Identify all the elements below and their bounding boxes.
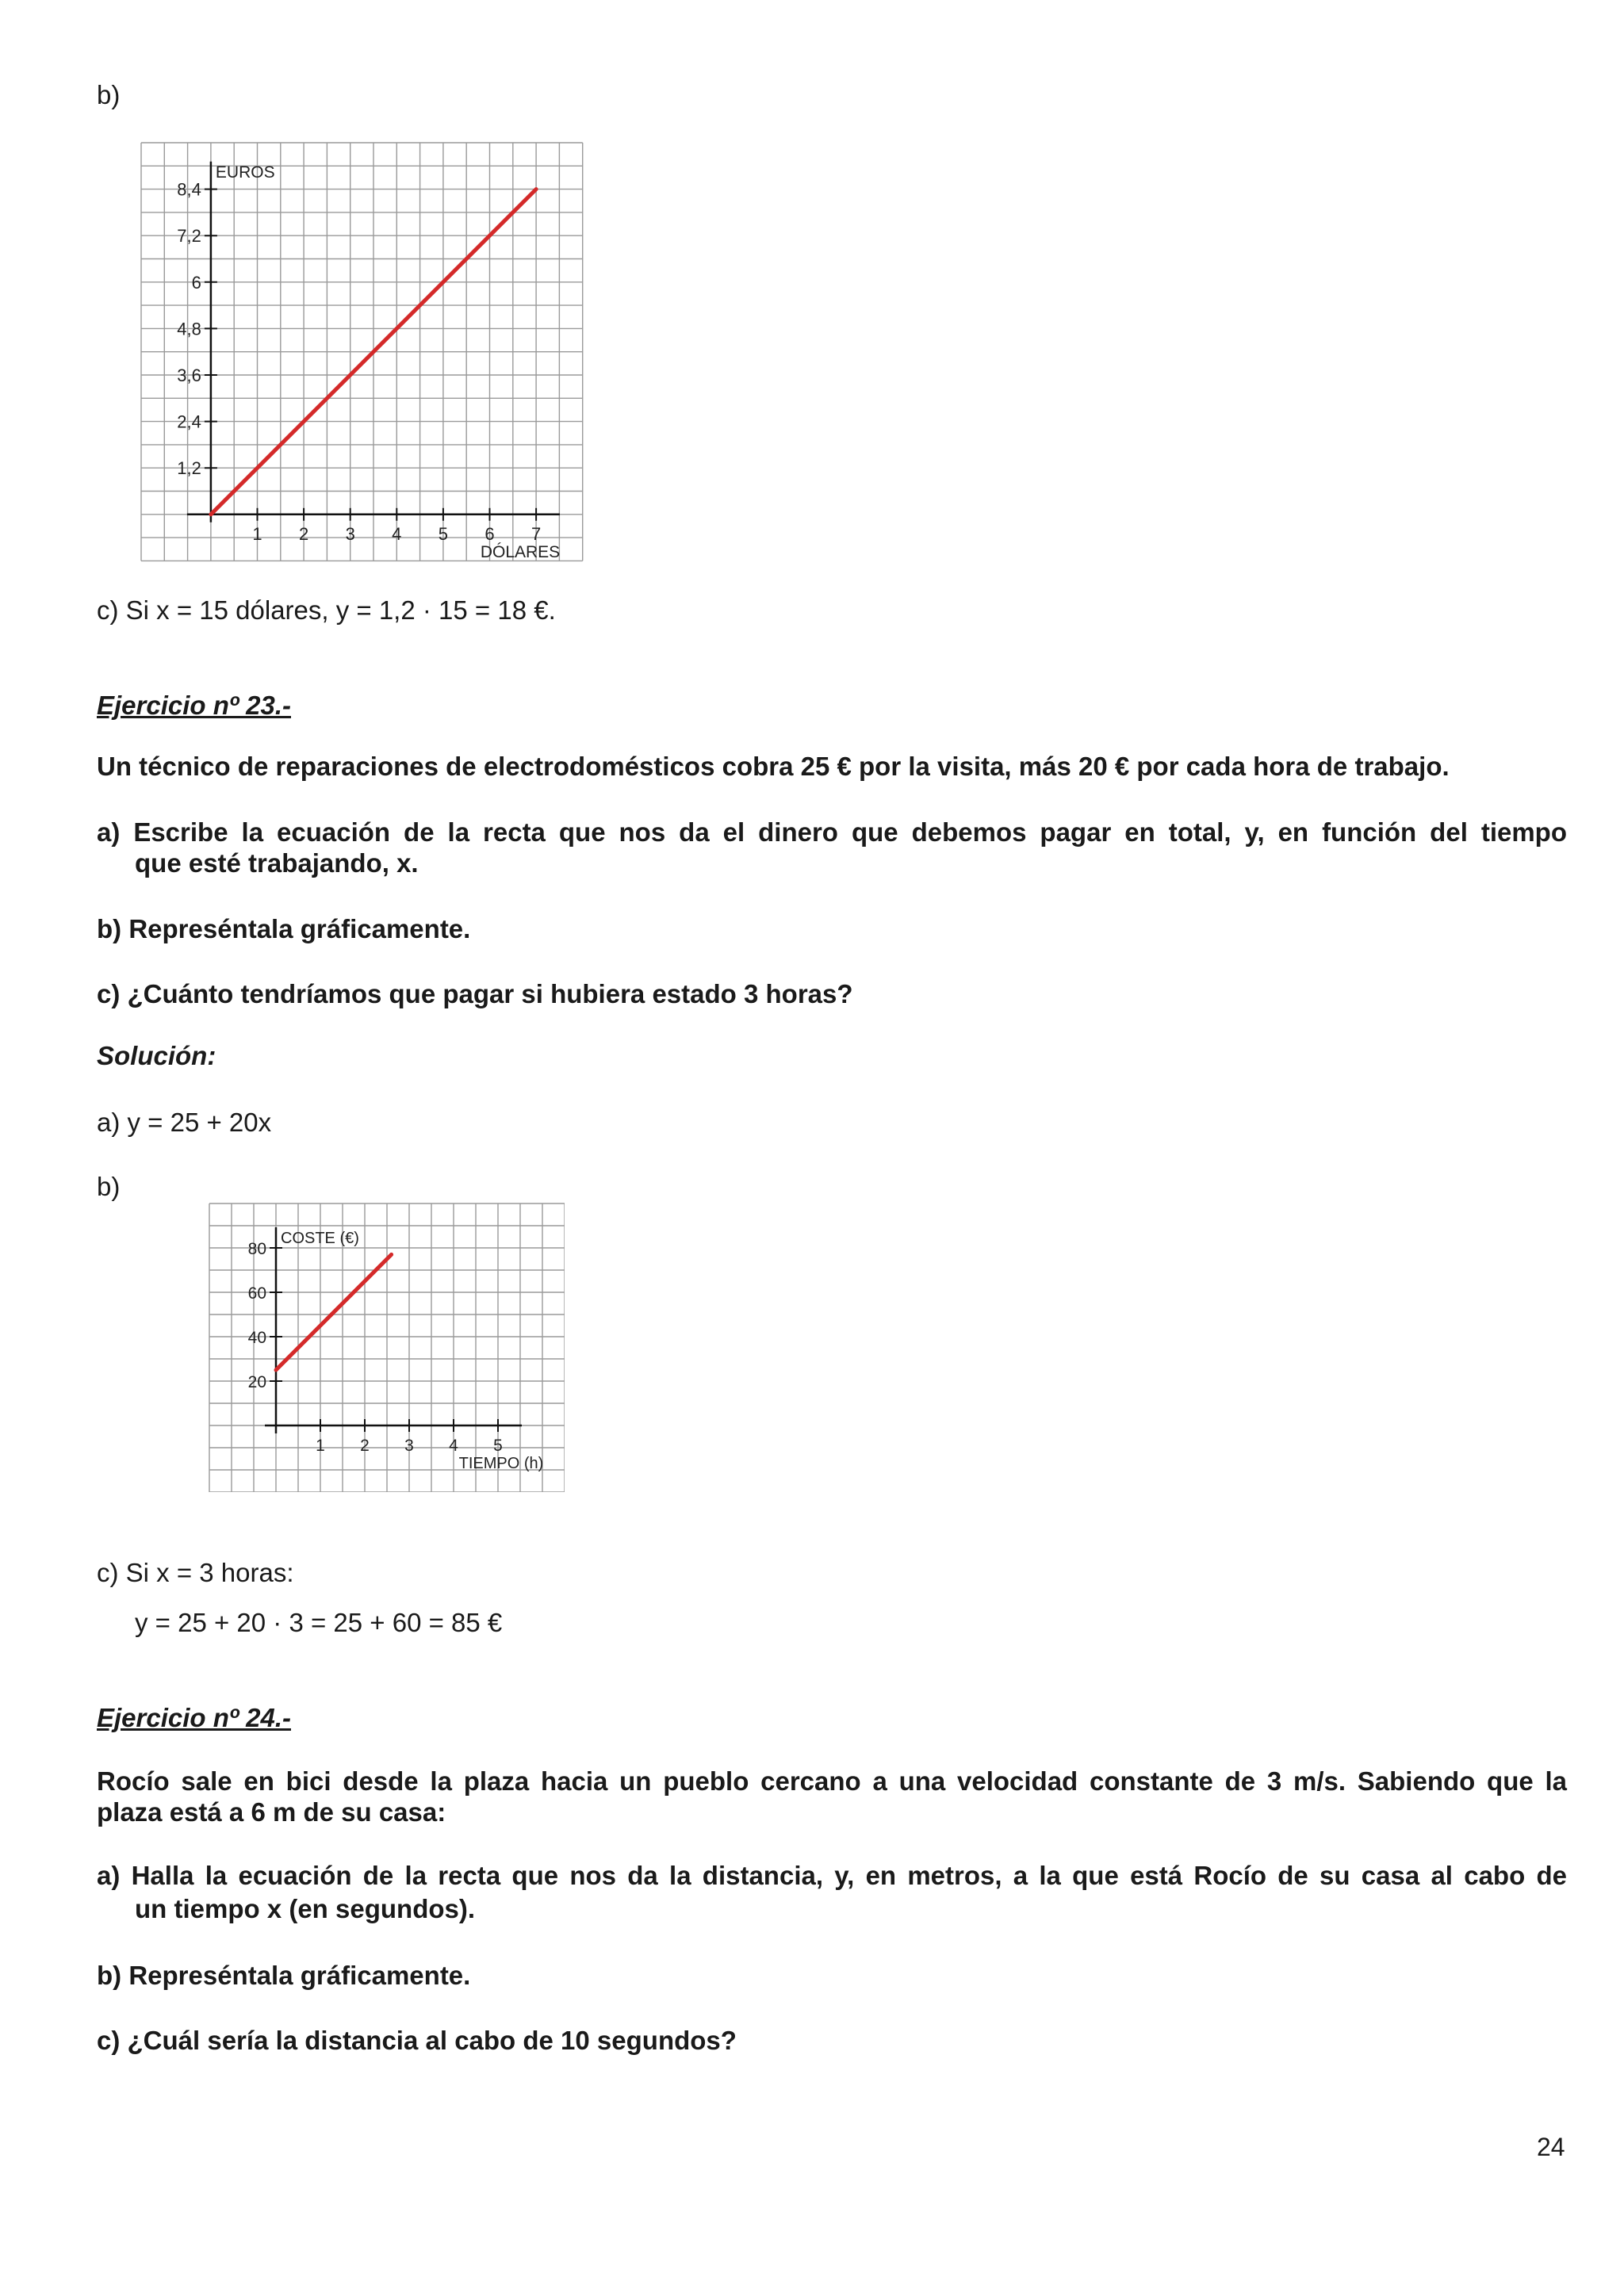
x-tick-label: 3 — [404, 1437, 414, 1455]
x-tick-label: 6 — [485, 523, 495, 544]
y-tick-label: 20 — [247, 1373, 266, 1391]
chart-time-cost-svg — [208, 1202, 565, 1492]
x-tick-label: 4 — [449, 1437, 458, 1455]
exercise-23-solution-a: a) y = 25 + 20x — [97, 1108, 272, 1137]
x-tick-label: 2 — [360, 1437, 370, 1455]
exercise-24-question-b: b) Represéntala gráficamente. — [97, 1961, 471, 1990]
y-tick-label: 8,4 — [177, 179, 201, 200]
exercise-23-title: Ejercicio nº 23.- — [97, 691, 291, 720]
y-axis-label: EUROS — [215, 163, 275, 182]
y-axis-label: COSTE (€) — [281, 1230, 359, 1247]
x-tick-label: 3 — [345, 523, 355, 544]
y-tick-label: 3,6 — [177, 365, 201, 385]
y-tick-label: 7,2 — [177, 226, 201, 247]
y-tick-label: 40 — [247, 1329, 266, 1347]
x-axis-label: TIEMPO (h) — [458, 1455, 544, 1472]
exercise-23-solution-c-line1: c) Si x = 3 horas: — [97, 1558, 294, 1587]
exercise-23-question-a-line2: que esté trabajando, x. — [135, 848, 419, 878]
chart-dollars-euros — [140, 141, 584, 563]
chart1-answer-c: c) Si x = 15 dólares, y = 1,2 · 15 = 18 €. — [97, 595, 556, 625]
exercise-24-question-a-line1: a) Halla la ecuación de la recta que nos da la distancia, y, en metros, a la que está Rocío de su casa al cabo de — [97, 1861, 1567, 1890]
exercise-24-statement-line1: Rocío sale en bici desde la plaza hacia un pueblo cercano a una velocidad constante de 3 m/s. Sabiendo que la — [97, 1766, 1567, 1796]
exercise-23-solution-label: Solución: — [97, 1041, 216, 1070]
exercise-24-question-c: c) ¿Cuál sería la distancia al cabo de 10 segundos? — [97, 2026, 737, 2055]
x-tick-label: 2 — [298, 523, 309, 544]
series-line — [276, 1254, 392, 1370]
exercise-24-question-a-line2: un tiempo x (en segundos). — [135, 1894, 476, 1923]
x-tick-label: 5 — [438, 523, 449, 544]
y-tick-label: 80 — [247, 1240, 266, 1258]
x-tick-label: 4 — [392, 523, 402, 544]
exercise-23-statement: Un técnico de reparaciones de electrodomésticos cobra 25 € por la visita, más 20 € por cada hora de trabajo. — [97, 752, 1450, 781]
y-tick-label: 60 — [247, 1284, 266, 1303]
exercise-23-question-a-line1: a) Escribe la ecuación de la recta que nos da el dinero que debemos pagar en total, y, en función del tiempo — [97, 817, 1567, 847]
exercise-24-title: Ejercicio nº 24.- — [97, 1703, 291, 1732]
y-tick-label: 6 — [191, 272, 201, 293]
exercise-23-question-b: b) Represéntala gráficamente. — [97, 914, 471, 943]
exercise-23-solution-b: b) — [97, 1172, 121, 1201]
y-tick-label: 4,8 — [177, 319, 201, 339]
chart-time-cost — [208, 1202, 565, 1492]
y-tick-label: 2,4 — [177, 411, 201, 432]
exercise-23-question-c: c) ¿Cuánto tendríamos que pagar si hubiera estado 3 horas? — [97, 979, 853, 1008]
x-tick-label: 1 — [252, 523, 262, 544]
exercise-23-solution-c-line2: y = 25 + 20 · 3 = 25 + 60 = 85 € — [135, 1608, 503, 1637]
section-b-label: b) — [97, 80, 121, 109]
exercise-24-statement-line2: plaza está a 6 m de su casa: — [97, 1797, 446, 1827]
page-number: 24 — [1537, 2133, 1565, 2161]
x-axis-label: DÓLARES — [480, 542, 561, 561]
chart-dollars-euros-svg — [140, 141, 584, 563]
x-tick-label: 7 — [530, 523, 542, 544]
x-tick-label: 1 — [316, 1437, 325, 1455]
y-tick-label: 1,2 — [177, 458, 201, 479]
x-tick-label: 5 — [493, 1437, 503, 1455]
